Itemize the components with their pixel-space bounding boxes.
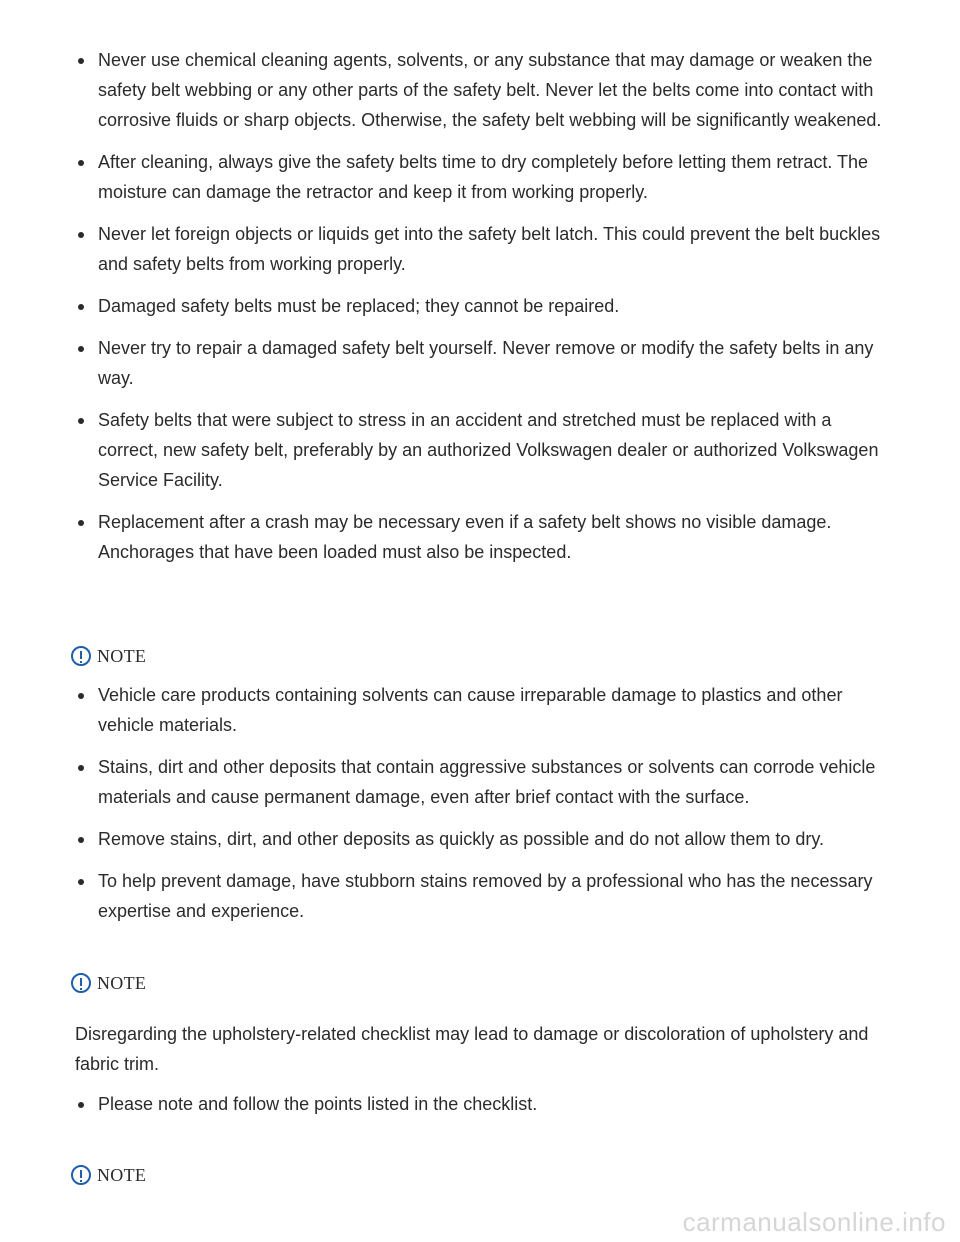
list-item-text: Never use chemical cleaning agents, solvents, or any substance that may damage or weaken the safety belt webbing or any other parts of the safety belt. Never let the belts come into contact with corrosive fluids or sharp objects. Otherwise, the safety belt webbing will be significantly weakened. [98,50,882,130]
list-item-text: To help prevent damage, have stubborn stains removed by a professional who has the necessary expertise and experience. [98,871,873,921]
note-paragraph: Disregarding the upholstery-related checklist may lead to damage or discoloration of upholstery and fabric trim. [75,1024,869,1074]
list-item [75,291,885,321]
bullet-icon [78,304,84,310]
list-item [75,507,885,567]
list-item-text: Replacement after a crash may be necessary even if a safety belt shows no visible damage. Anchorages that have been loaded must also be inspected. [98,512,832,562]
list-item-text: Never try to repair a damaged safety belt yourself. Never remove or modify the safety belts in any way. [98,338,874,388]
list-item [75,752,885,812]
note-care-products-list [75,680,885,938]
exclamation-circle-icon [71,646,91,666]
bullet-icon [78,693,84,699]
list-item-text: Remove stains, dirt, and other deposits as quickly as possible and do not allow them to dry. [98,829,825,849]
list-item-text: Safety belts that were subject to stress in an accident and stretched must be replaced with a correct, new safety belt, preferably by an authorized Volkswagen dealer or authorized Volkswagen Service Facility. [98,410,879,490]
watermark: carmanualsonline.info [682,1207,946,1237]
bullet-icon [78,58,84,64]
bullet-icon [78,837,84,843]
bullet-icon [78,418,84,424]
list-item [75,45,885,135]
list-item [75,147,885,207]
bullet-icon [78,879,84,885]
list-item-text: Please note and follow the points listed in the checklist. [98,1094,538,1114]
exclamation-circle-icon [71,973,91,993]
bullet-icon [78,232,84,238]
note-heading [71,643,146,669]
list-item [75,866,885,926]
list-item [75,824,885,854]
list-item-text: Vehicle care products containing solvents can cause irreparable damage to plastics and other vehicle materials. [98,685,843,735]
list-item [75,680,885,740]
bullet-icon [78,346,84,352]
list-item-text: After cleaning, always give the safety belts time to dry completely before letting them retract. The moisture can damage the retractor and keep it from working properly. [98,152,869,202]
safety-belt-care-list [75,45,885,579]
exclamation-circle-icon [71,1165,91,1185]
bullet-icon [78,520,84,526]
bullet-icon [78,1102,84,1108]
note-label: NOTE [97,972,147,993]
list-item-text: Damaged safety belts must be replaced; they cannot be repaired. [98,296,620,316]
note-checklist-list [75,1089,885,1131]
list-item [75,333,885,393]
note-label: NOTE [97,645,147,666]
list-item-text: Stains, dirt and other deposits that contain aggressive substances or solvents can corrode vehicle materials and cause permanent damage, even after brief contact with the surface. [98,757,876,807]
list-item [75,405,885,495]
list-item [75,219,885,279]
note-heading [71,1162,146,1188]
bullet-icon [78,765,84,771]
bullet-icon [78,160,84,166]
note-heading [71,970,146,996]
list-item-text: Never let foreign objects or liquids get into the safety belt latch. This could prevent the belt buckles and safety belts from working properly. [98,224,881,274]
note-label: NOTE [97,1164,147,1185]
list-item [75,1089,885,1119]
